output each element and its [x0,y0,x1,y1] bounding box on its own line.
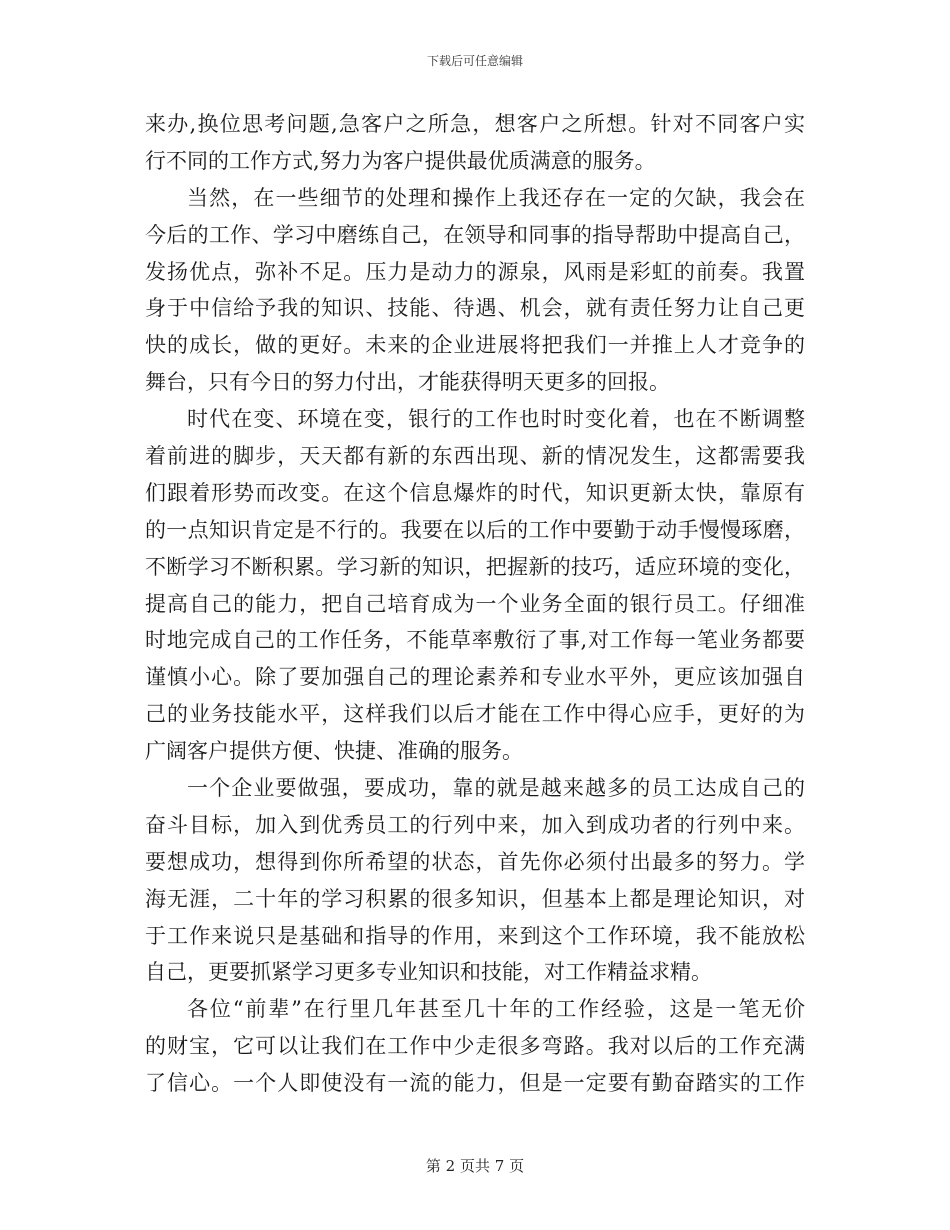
text-line: 的一点知识肯定是不行的。我要在以后的工作中要勤于动手慢慢琢磨， [145,517,805,542]
text-line: 提高自己的能力，把自己培育成为一个业务全面的银行员工。仔细准 [145,591,805,616]
text-line: 发扬优点，弥补不足。压力是动力的源泉，风雨是彩虹的前奏。我置 [145,259,805,284]
page-header: 下载后可任意编辑 [426,54,523,68]
text-line: 于工作来说只是基础和指导的作用，来到这个工作环境，我不能放松 [145,923,805,948]
text-line: 谨慎小心。除了要加强自己的理论素养和专业水平外，更应该加强自 [145,665,805,690]
text-line: 了信心。一个人即使没有一流的能力，但是一定要有勤奋踏实的工作 [145,1071,805,1096]
text-line: 奋斗目标，加入到优秀员工的行列中来，加入到成功者的行列中来。 [145,812,805,837]
text-line: 时地完成自己的工作任务，不能草率敷衍了事,对工作每一笔业务都要 [145,628,805,653]
text-line: 舞台，只有今日的努力付出，才能获得明天更多的回报。 [145,370,670,395]
text-line: 行不同的工作方式,努力为客户提供最优质满意的服务。 [145,148,656,173]
text-line: 不断学习不断积累。学习新的知识，把握新的技巧，适应环境的变化， [145,554,805,579]
text-line: 身于中信给予我的知识、技能、待遇、机会，就有责任努力让自己更 [145,296,805,321]
text-line: 各位“前辈”在行里几年甚至几十年的工作经验，这是一笔无价 [187,997,805,1022]
document-body [145,106,805,1102]
text-line: 快的成长，做的更好。未来的企业进展将把我们一并推上人才竞争的 [145,333,805,358]
text-line: 一个企业要做强，要成功，靠的就是越来越多的员工达成自己的 [187,776,805,801]
text-line: 来办,换位思考问题,急客户之所急，想客户之所想。针对不同客户实 [145,112,805,136]
text-line: 要想成功，想得到你所希望的状态，首先你必须付出最多的努力。学 [145,849,805,874]
text-line: 广阔客户提供方便、快捷、准确的服务。 [145,739,523,764]
text-line: 时代在变、环境在变，银行的工作也时时变化着，也在不断调整 [187,407,805,432]
text-line: 己的业务技能水平，这样我们以后才能在工作中得心应手，更好的为 [145,702,805,727]
text-line: 们跟着形势而改变。在这个信息爆炸的时代，知识更新太快，靠原有 [145,480,805,505]
text-line: 今后的工作、学习中磨练自己，在领导和同事的指导帮助中提高自己， [145,222,805,247]
text-line: 当然，在一些细节的处理和操作上我还存在一定的欠缺，我会在 [187,185,805,210]
text-line: 的财宝，它可以让我们在工作中少走很多弯路。我对以后的工作充满 [145,1034,805,1059]
text-line: 着前进的脚步，天天都有新的东西出现、新的情况发生，这都需要我 [145,444,805,469]
page-number-footer: 第 2 页共 7 页 [425,1157,525,1175]
text-line: 海无涯，二十年的学习积累的很多知识，但基本上都是理论知识，对 [145,886,805,911]
text-line: 自己，更要抓紧学习更多专业知识和技能，对工作精益求精。 [145,960,712,985]
